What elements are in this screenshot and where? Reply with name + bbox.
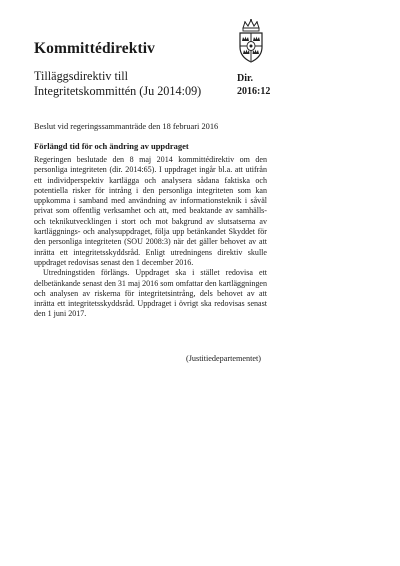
directive-label: Dir. xyxy=(237,73,254,84)
body-paragraph-2: Utredningstiden förlängs. Uppdraget ska i stället redovisa ett delbetänkande senast den 31 maj 2016 som omfattar den kartläggningen och analysen av riskerna för integritetsintrång, dels behovet av att inrätta ett integritetsskyddsråd. Uppdraget i övrigt ska redovisas senast den 1 juni 2017. xyxy=(34,268,267,319)
section-heading: Förlängd tid för och ändring av uppdraget xyxy=(34,141,189,151)
document-title: Tilläggsdirektiv till Integritetskommittén (Ju 2014:09) xyxy=(34,69,202,98)
department-signature: (Justitiedepartementet) xyxy=(186,354,262,363)
decision-line: Beslut vid regeringssammanträde den 18 februari 2016 xyxy=(34,122,219,131)
body-text xyxy=(34,155,267,320)
swedish-coat-of-arms-icon xyxy=(232,18,270,64)
document-type-heading: Kommittédirektiv xyxy=(34,40,155,57)
body-paragraph-1: Regeringen beslutade den 8 maj 2014 kommittédirektiv om den personliga integriteten (dir. 2014:65). I uppdraget ingår bl.a. att utifrån ett individperspektiv kartlägga och analysera sådana faktiska och potentiella risker för intrång i den personliga integriteten som kan uppkomma i samband med användning av informationsteknik i såväl privat som offentlig verksamhet och att, med beaktande av samhälls- och teknikutvecklingen i stort och mot bakgrund av slutsatserna av kartläggnings- och analysuppdraget, följa upp betänkandet Skyddet för den personliga integriteten (SOU 2008:3) när det gäller behovet av att inrätta ett integritetsskyddsråd. Enligt utredningens direktiv skulle uppdraget redovisas senast den 1 december 2016. xyxy=(34,155,267,267)
directive-number xyxy=(237,72,270,98)
directive-code: 2016:12 xyxy=(237,86,271,97)
